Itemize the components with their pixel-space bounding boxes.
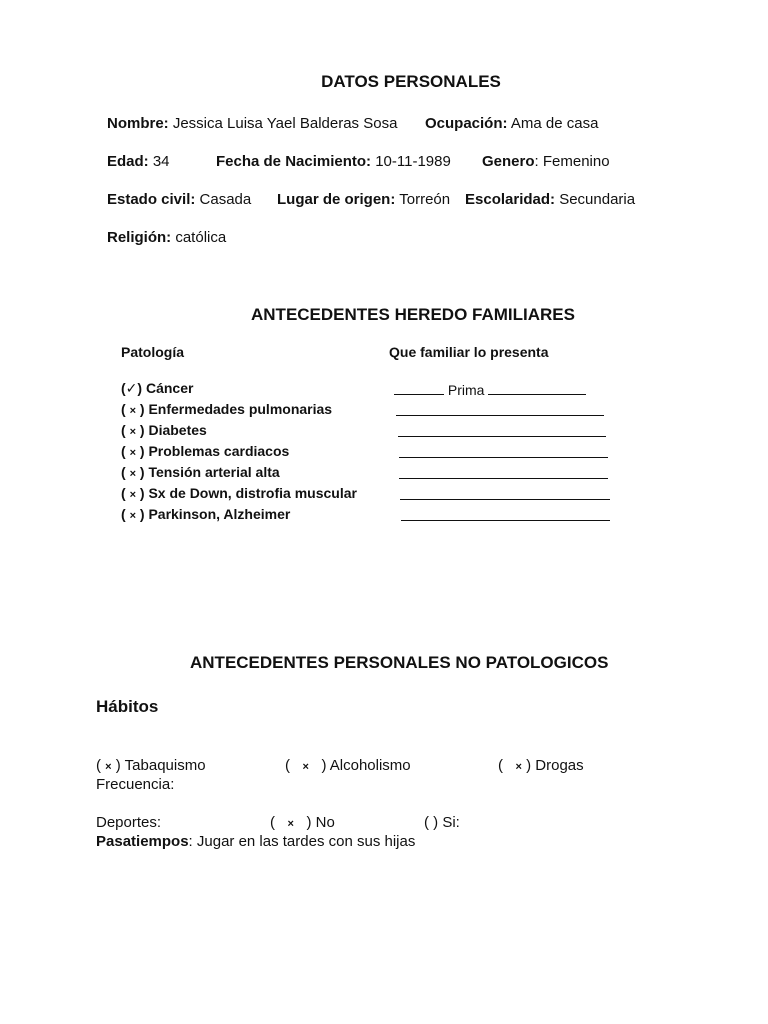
escolaridad-label: Escolaridad: — [465, 191, 556, 208]
x-mark-icon: × — [129, 426, 136, 438]
genero-value: : Femenino — [534, 153, 610, 170]
alcoholismo-label: Alcoholismo — [329, 757, 411, 774]
genero-field — [482, 153, 610, 170]
datos-personales-title: DATOS PERSONALES — [321, 72, 501, 91]
blank-line — [399, 443, 608, 458]
patologia-label: Parkinson, Alzheimer — [148, 506, 291, 522]
patologia-label: Diabetes — [148, 422, 207, 438]
check-mark-icon: ✓ — [125, 380, 138, 396]
edad-field — [107, 153, 170, 170]
tabaquismo-option: ( × ) Tabaquismo — [96, 757, 206, 774]
deportes-no-option: ( × ) No — [270, 814, 335, 831]
lugar-origen-value: Torreón — [399, 191, 451, 208]
familiar-row — [394, 485, 610, 506]
religion-label: Religión: — [107, 229, 172, 246]
x-mark-icon: × — [302, 761, 309, 773]
patologia-item — [121, 422, 357, 443]
lugar-origen-label: Lugar de origen: — [277, 191, 396, 208]
familiar-row — [394, 506, 610, 527]
frecuencia-label: Frecuencia: — [96, 776, 175, 793]
nombre-field — [107, 115, 397, 132]
x-mark-icon: × — [515, 761, 522, 773]
religion-field — [107, 229, 226, 246]
x-mark-icon: × — [129, 447, 136, 459]
no-patologicos-title: ANTECEDENTES PERSONALES NO PATOLOGICOS — [190, 653, 609, 672]
genero-label: Genero — [482, 153, 535, 170]
close-paren: ) — [139, 464, 145, 480]
pasatiempos-field — [96, 833, 415, 850]
drogas-label: Drogas — [535, 757, 584, 774]
patologia-item — [121, 401, 357, 422]
patologia-label: Enfermedades pulmonarias — [148, 401, 333, 417]
heredo-familiares-title: ANTECEDENTES HEREDO FAMILIARES — [251, 305, 575, 324]
habitos-title: Hábitos — [96, 697, 159, 716]
familiar-header: Que familiar lo presenta — [389, 344, 549, 360]
escolaridad-value: Secundaria — [559, 191, 636, 208]
religion-value: católica — [175, 229, 227, 246]
nacimiento-value: 10-11-1989 — [375, 153, 451, 170]
patologia-item — [121, 380, 357, 401]
ocupacion-value: Ama de casa — [510, 115, 599, 132]
nombre-value: Jessica Luisa Yael Balderas Sosa — [172, 115, 398, 132]
escolaridad-field — [465, 191, 635, 208]
deportes-no-label: No — [315, 814, 335, 831]
edad-label: Edad: — [107, 153, 149, 170]
nacimiento-label: Fecha de Nacimiento: — [216, 153, 372, 170]
pasatiempos-label: Pasatiempos — [96, 833, 189, 850]
close-paren: ) — [139, 443, 145, 459]
ocupacion-field — [425, 115, 598, 132]
blank-line — [401, 506, 610, 521]
blank-line — [399, 464, 608, 479]
open-paren: ( — [121, 401, 126, 417]
x-mark-icon: × — [129, 510, 136, 522]
edad-value: 34 — [152, 153, 170, 170]
blank-line — [398, 422, 606, 437]
blank-line — [488, 380, 586, 395]
blank-line — [396, 401, 604, 416]
x-mark-icon: × — [287, 818, 294, 830]
open-paren: ( — [121, 464, 126, 480]
close-paren: ) — [139, 506, 145, 522]
estado-civil-value: Casada — [199, 191, 252, 208]
familiar-value: Prima — [447, 382, 485, 398]
patologia-item — [121, 506, 357, 527]
close-paren: ) — [139, 422, 145, 438]
estado-civil-field — [107, 191, 251, 208]
open-paren: ( — [121, 443, 126, 459]
open-paren: ( — [121, 380, 126, 396]
estado-civil-label: Estado civil: — [107, 191, 196, 208]
nacimiento-field — [216, 153, 451, 170]
x-mark-icon: × — [129, 468, 136, 480]
x-mark-icon: × — [129, 405, 136, 417]
close-paren: ) — [137, 380, 143, 396]
alcoholismo-option: ( × ) Alcoholismo — [285, 757, 411, 774]
nombre-label: Nombre: — [107, 115, 169, 132]
patologia-label: Cáncer — [145, 380, 194, 396]
patologia-item — [121, 464, 357, 485]
patologia-header: Patología — [121, 344, 185, 360]
patologia-label: Tensión arterial alta — [148, 464, 280, 480]
familiar-row — [394, 464, 610, 485]
open-paren: ( — [121, 422, 126, 438]
ocupacion-label: Ocupación: — [425, 115, 508, 132]
drogas-option: ( × ) Drogas — [498, 757, 584, 774]
open-paren: ( — [121, 485, 126, 501]
patologia-label: Sx de Down, distrofia muscular — [148, 485, 357, 501]
x-mark-icon: × — [129, 489, 136, 501]
familiar-row — [394, 380, 610, 401]
patologia-item — [121, 485, 357, 506]
x-mark-icon: × — [105, 761, 112, 773]
deportes-si-option: ( ) Si: — [424, 814, 460, 831]
patologia-label: Problemas cardiacos — [148, 443, 290, 459]
patologia-list — [121, 380, 357, 527]
tabaquismo-label: Tabaquismo — [124, 757, 206, 774]
patologia-item — [121, 443, 357, 464]
lugar-origen-field — [277, 191, 450, 208]
blank-line — [400, 485, 610, 500]
pasatiempos-value: : Jugar en las tardes con sus hijas — [188, 833, 416, 850]
deportes-si-label: Si: — [442, 814, 460, 831]
familiar-row — [394, 422, 610, 443]
blank-line — [394, 380, 444, 395]
deportes-label: Deportes: — [96, 814, 162, 831]
open-paren: ( — [121, 506, 126, 522]
familiar-list — [394, 380, 610, 527]
close-paren: ) — [139, 401, 145, 417]
familiar-row — [394, 401, 610, 422]
close-paren: ) — [139, 485, 145, 501]
familiar-row — [394, 443, 610, 464]
